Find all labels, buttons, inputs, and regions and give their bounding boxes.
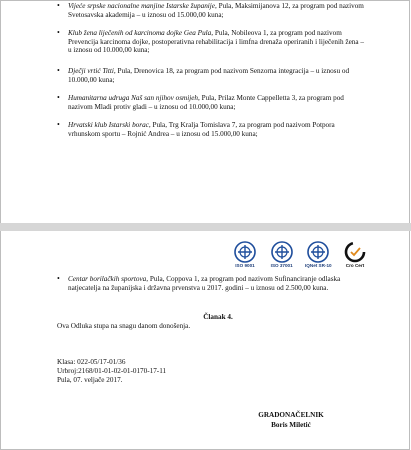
item-text: , Pula, Maksimijanova 12, za program pod nazivom Svetosavska akademija – u iznosu od 15.000,00 kuna;: [68, 2, 364, 19]
cert-iso-9001: [230, 241, 260, 277]
cro-cert-icon: [344, 241, 366, 263]
cert-iso-37001: [267, 241, 297, 277]
klasa: Klasa: 022-05/17-01/36: [57, 358, 126, 366]
cert-cro-cert: [340, 241, 370, 277]
urbroj: Urbroj:2168/01-01-02-01-0170-17-11: [57, 367, 167, 375]
item-text: , Pula, Coppova 1, za program pod nazivom Sufinanciranje odlaska natjecatelja na županijska i državna prvenstva u 2017. godini – u iznosu od 2.500,00 kuna.: [68, 275, 341, 292]
cert-label: IQNet SR-10: [305, 263, 332, 268]
item-text: , Pula, Prilaz Monte Cappelletta 3, za program pod nazivom Mladi protiv gladi – u iznosu od 10.000,00 kuna;: [68, 94, 344, 111]
place-date: Pula, 07. veljače 2017.: [57, 376, 123, 384]
cert-label: ISO 9001: [235, 263, 255, 268]
article-heading: Članak 4.: [203, 313, 233, 321]
iqnet-icon: [307, 241, 329, 263]
signature-title: GRADONAČELNIK: [258, 411, 324, 419]
organization-name: Humanitarna udruga Naš san njihov osmijeh: [68, 94, 198, 102]
page-separator: [0, 223, 411, 231]
item-text: , Pula, Drenovica 18, za program pod nazivom Senzorna integracija – u iznosu od 10.000,00 kuna;: [68, 67, 350, 84]
list-item: [68, 67, 364, 84]
cert-iqnet: [303, 241, 333, 277]
item-text: , Pula, Nobileova 1, za program pod nazivom Prevencija karcinoma dojke, postoperativna rehabilitacija i limfna drenaža operiranih i liječenih žena – u iznosu od 10.000,00 kuna;: [68, 29, 364, 55]
certification-logos: [230, 241, 370, 277]
signature-name: Boris Miletić: [271, 421, 311, 429]
organization-name: Vijeće srpske nacionalne manjine Istarske županije: [68, 2, 215, 10]
organization-name: Klub žena liječenih od karcinoma dojke Gea Pula: [68, 29, 212, 37]
list-item: [68, 94, 364, 111]
list-item: [68, 2, 364, 19]
list-item: [68, 121, 364, 138]
iso-9001-icon: [234, 241, 256, 263]
item-text: , Pula, Trg Kralja Tomislava 7, za program pod nazivom Potpora vrhunskom sportu – Rojnić Andrea – u iznosu od 15.000,00 kuna;: [68, 121, 335, 138]
organization-name: Hrvatski klub Istarski borac: [68, 121, 149, 129]
organization-name: Dječji vrtić Titti: [68, 67, 114, 75]
organization-name: Centar borilačkih sportova: [68, 275, 147, 283]
list-item: [68, 275, 364, 292]
article-text: Ova Odluka stupa na snagu danom donošenja.: [57, 322, 191, 330]
iso-37001-icon: [271, 241, 293, 263]
cert-label: ISO 37001: [270, 263, 293, 268]
cert-label: Cro Cert: [345, 263, 365, 268]
list-item: [68, 29, 364, 55]
